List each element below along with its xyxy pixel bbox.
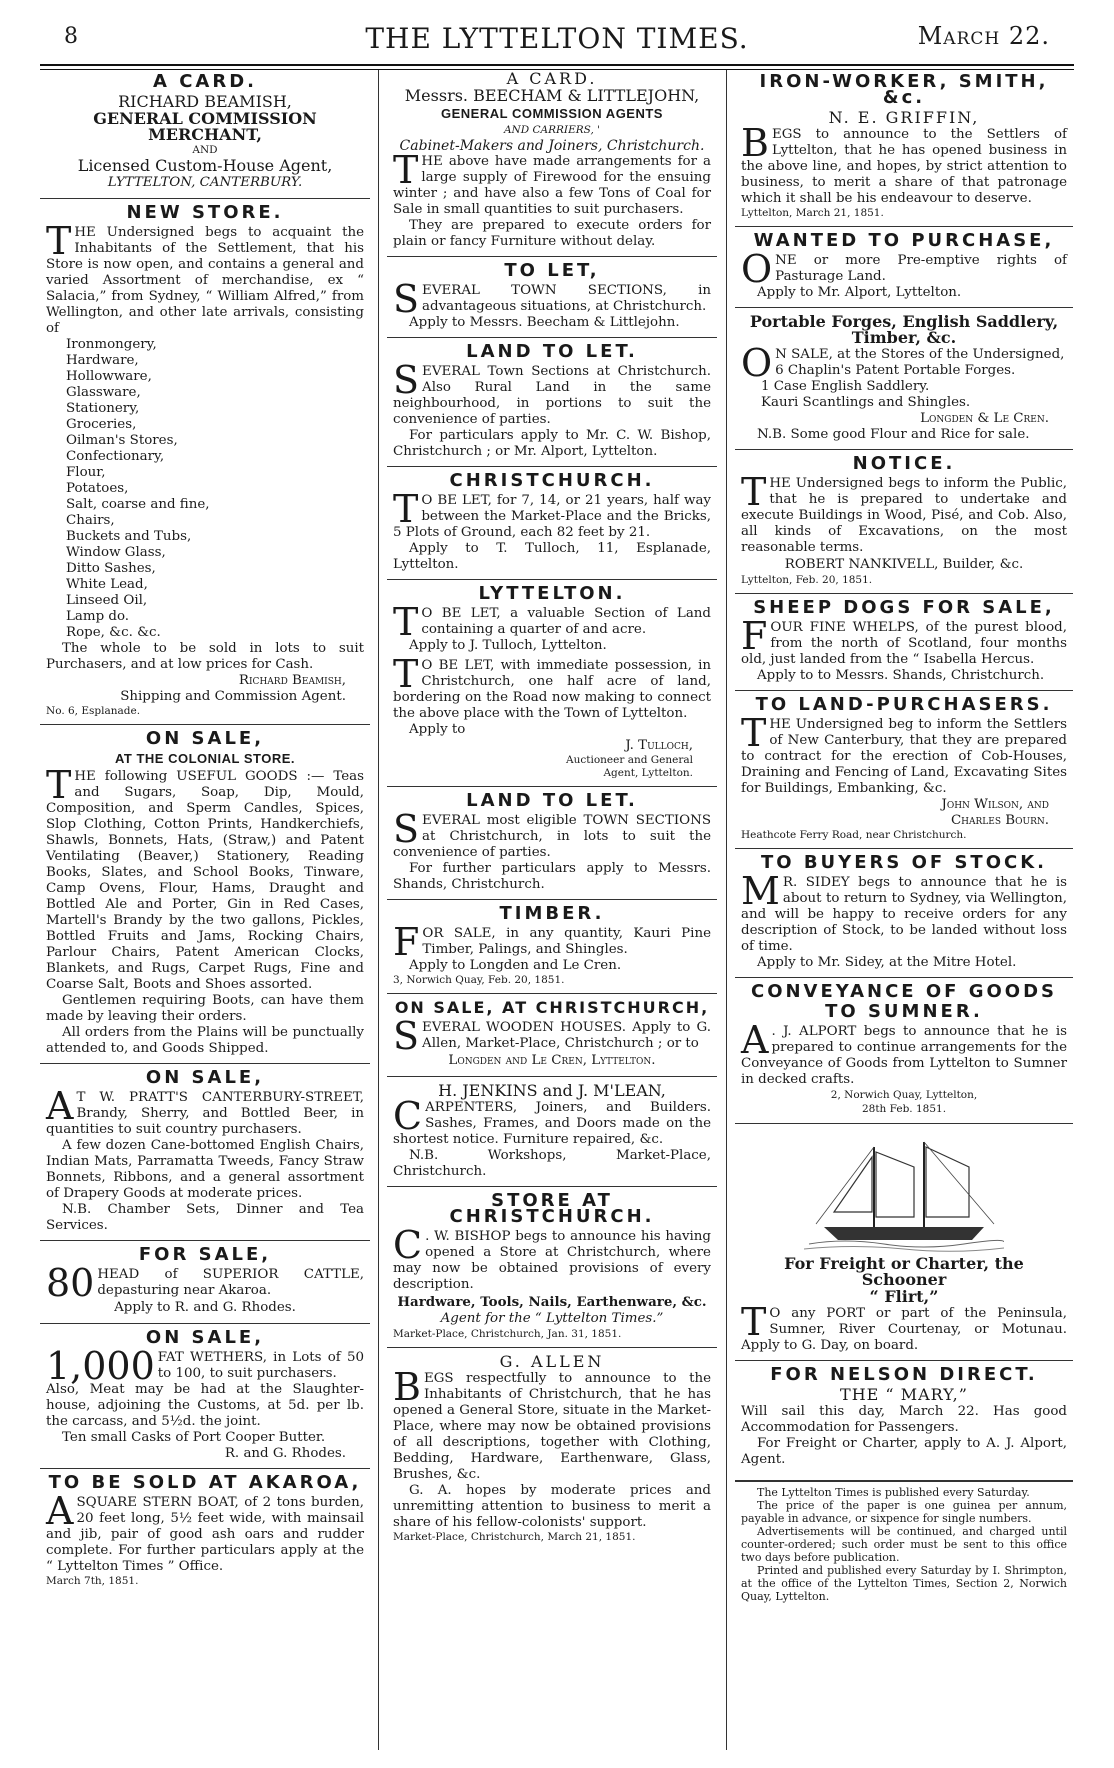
ad-address: 2, Norwich Quay, Lyttelton, <box>830 1089 978 1101</box>
ad-heading: LYTTELTON. <box>478 583 626 604</box>
ship-icon <box>804 1132 1004 1252</box>
ad-paragraph: G. A. hopes by moderate prices and unremitting attention to business to merit a share of his fellow-colonists' support. <box>393 1483 711 1530</box>
list-item: White Lead, <box>66 577 148 592</box>
ad-apply: Apply to R. and G. Rhodes. <box>114 1300 296 1315</box>
ad-licensed: Licensed Custom-House Agent, <box>77 156 333 175</box>
masthead <box>40 22 1074 62</box>
ad-buyers-of-stock <box>735 852 1073 978</box>
list-item: Salt, coarse and fine, <box>66 497 210 512</box>
ad-address: No. 6, Esplanade. <box>46 705 141 717</box>
ad-body: SQUARE STERN BOAT, of 2 tons burden, 20 feet long, 5½ feet wide, with mainsail and jib, pair of good ash oars and rudder complete. For further particulars apply at the “ Lyttelton Times ” Office. <box>46 1495 364 1574</box>
list-item: Hollowware, <box>66 369 152 384</box>
ad-body: HE Undersigned begs to acquaint the Inhabitants of the Settlement, that his Store is now open, and contains a general and varied Assortment of merchandise, ex “ Salacia,” from Sydney, “ William Alfred,” from Wellington, and other late arrivals, consisting of <box>46 225 364 336</box>
ad-sheep-dogs <box>735 597 1073 691</box>
page-number: 8 <box>64 24 78 49</box>
ad-akaroa-boat <box>40 1472 370 1594</box>
ad-apply: Apply to T. Tulloch, 11, Esplanade, Lyttelton. <box>393 541 711 572</box>
ad-body: O BE LET, for 7, 14, or 21 years, half way between the Market-Place and the Bricks, 5 Plots of Ground, each 82 feet by 21. <box>393 493 711 540</box>
note: Printed and published every Saturday by I. Shrimpton, at the office of the Lyttelton Times, Section 2, Norwich Quay, Lyttelton. <box>741 1564 1067 1603</box>
ad-apply: Apply to <box>409 722 466 737</box>
ad-heading: H. JENKINS and J. M'LEAN, <box>438 1081 666 1100</box>
ad-signature: Charles Bourn. <box>950 813 1049 828</box>
drop-cap: B <box>393 1365 421 1409</box>
list-item: 6 Chaplin's Patent Portable Forges. <box>775 363 1016 378</box>
list-item: Rope, &c. &c. <box>66 625 161 640</box>
ad-apply: For Freight or Charter, apply to A. J. Alport, Agent. <box>741 1436 1067 1467</box>
ad-signature-title: Auctioneer and General <box>566 754 693 766</box>
ad-heading: For Freight or Charter, the Schooner <box>784 1254 1024 1289</box>
ad-role: GENERAL COMMISSION MERCHANT, <box>93 109 317 144</box>
drop-cap: C <box>393 1223 423 1267</box>
drop-cap: O <box>741 247 773 291</box>
ad-colonial-store <box>40 728 370 1064</box>
drop-cap: A <box>741 1018 769 1062</box>
item-list <box>46 337 364 641</box>
ad-heading: FOR NELSON DIRECT. <box>770 1364 1038 1385</box>
ad-signature-title: Shipping and Commission Agent. <box>120 689 346 704</box>
ad-signature: R. and G. Rhodes. <box>224 1446 346 1461</box>
ad-signature: Richard Beamish, <box>238 673 346 688</box>
ad-name: RICHARD BEAMISH, <box>118 92 292 111</box>
ad-to-let <box>387 260 717 338</box>
ad-body: R. SIDEY begs to announce that he is about to return to Sydney, via Wellington, and will be happy to receive orders for any description of Stock, to be landed without loss of time. <box>741 875 1067 954</box>
drop-cap: T <box>393 600 419 644</box>
drop-cap: O <box>741 341 773 385</box>
ad-g-allen <box>387 1354 717 1550</box>
drop-cap: B <box>741 121 769 165</box>
drop-cap: T <box>46 763 72 807</box>
list-item: Glassware, <box>66 385 141 400</box>
ad-nelson-direct <box>735 1364 1073 1474</box>
list-item: Flour, <box>66 465 106 480</box>
ad-agent: Agent for the “ Lyttelton Times.” <box>440 1311 664 1326</box>
ad-heading: “ Flirt,” <box>869 1287 939 1306</box>
column-3 <box>735 70 1073 1603</box>
ad-heading: TO SUMNER. <box>825 1001 983 1022</box>
ad-date: March 7th, 1851. <box>46 1575 139 1587</box>
list-item: Kauri Scantlings and Shingles. <box>761 395 971 410</box>
list-item: Linseed Oil, <box>66 593 148 608</box>
ad-body: HE Undersigned beg to inform the Settlers of New Canterbury, that they are prepared to contract for the erection of Cob-Houses, Draining and Fencing of Land, Excavating Sites for Buildings, Embanking, &c. <box>741 717 1067 796</box>
ad-and: AND <box>192 144 218 156</box>
ad-body: FAT WETHERS, in Lots of 50 to 100, to suit purchasers. <box>157 1350 364 1381</box>
drop-cap: F <box>741 614 768 658</box>
note: The Lyttelton Times is published every Saturday. <box>757 1486 1030 1499</box>
ad-body: EVERAL Town Sections at Christchurch. Also Rural Land in the same neighbourhood, in portions to suit the convenience of parties. <box>393 364 711 427</box>
drop-cap: S <box>393 807 420 851</box>
drop-cap: T <box>393 487 419 531</box>
ad-heading: TO LET, <box>504 260 600 281</box>
ad-body: ARPENTERS, Joiners, and Builders. Sashes, Frames, and Doors made on the shortest notice. Furniture repaired, &c. <box>393 1100 711 1147</box>
list-item: Hardware, <box>66 353 139 368</box>
ad-trades: Cabinet-Makers and Joiners, Christchurch. <box>399 138 705 154</box>
ad-wooden-houses <box>387 1000 717 1077</box>
drop-cap: S <box>393 358 420 402</box>
list-item: Window Glass, <box>66 545 166 560</box>
ad-heading: SHEEP DOGS FOR SALE, <box>753 597 1055 618</box>
ad-paragraph: Also, Meat may be had at the Slaughter-house, adjoining the Customs, at 5d. per lb. the carcass, and 5½d. the joint. <box>46 1382 364 1429</box>
ad-heading: TO LAND-PURCHASERS. <box>755 694 1053 715</box>
ad-address: Market-Place, Christchurch, March 21, 1851. <box>393 1531 636 1543</box>
ad-wanted <box>735 230 1073 308</box>
ad-heading: G. ALLEN <box>499 1352 605 1371</box>
drop-cap: M <box>741 869 780 913</box>
ad-forges <box>735 314 1073 450</box>
ad-heading: CHRISTCHURCH. <box>449 470 655 491</box>
ad-body: HE above have made arrangements for a large supply of Firewood for the ensuing winter ; and have also a few Tons of Coal for Sale in small quantities to suit purchasers. <box>393 154 711 217</box>
ad-land-to-let-2 <box>387 790 717 900</box>
ad-wethers <box>40 1327 370 1469</box>
ad-body: HEAD of SUPERIOR CATTLE, depasturing near Akaroa. <box>97 1267 364 1298</box>
ad-body: HE Undersigned begs to inform the Public, that he is prepared to undertake and execute Buildings in Wood, Pisé, and Cob. Also, all kinds of Excavations, on the most reasonable terms. <box>741 476 1067 555</box>
ad-body: EVERAL most eligible TOWN SECTIONS at Christchurch, in lots to suit the convenience of parties. <box>393 813 711 860</box>
ad-heading: FOR SALE, <box>138 1244 272 1265</box>
ad-goods: Hardware, Tools, Nails, Earthenware, &c. <box>397 1294 707 1310</box>
drop-cap: T <box>393 148 419 192</box>
schooner-illustration <box>741 1132 1067 1252</box>
ad-apply: Apply to J. Tulloch, Lyttelton. <box>409 638 607 653</box>
ad-address: Market-Place, Christchurch, Jan. 31, 1851. <box>393 1328 622 1340</box>
ad-body: OR SALE, in any quantity, Kauri Pine Timber, Palings, and Shingles. <box>422 926 711 957</box>
drop-number: 80 <box>46 1261 95 1305</box>
ad-address: Heathcote Ferry Road, near Christchurch. <box>741 829 967 841</box>
ad-address: 3, Norwich Quay, Feb. 20, 1851. <box>393 974 565 986</box>
list-item: 1 Case English Saddlery. <box>761 379 930 394</box>
ad-signature: Longden and Le Cren, Lyttelton. <box>448 1053 656 1068</box>
ad-body: EVERAL TOWN SECTIONS, in advantageous situations, at Christchurch. <box>422 283 711 314</box>
ad-heading: ON SALE, <box>145 1327 265 1348</box>
ad-signature: Longden & Le Cren. <box>920 411 1049 426</box>
column-divider <box>726 70 727 1750</box>
ad-sumner <box>735 981 1073 1124</box>
ad-body: HE following USEFUL GOODS :— Teas and Sugars, Soap, Dip, Mould, Composition, and Sperm Candles, Spices, Slop Clothing, Cotton Prints, Handkerchiefs, Shawls, Bonnets, Hats, (Straw,) and Patent Ventilating (Beaver,) Stationery, Reading Books, Slates, and School Books, Tinware, Camp Ovens, Flour, Hams, Draught and Bottled Ale and Porter, Gin in Red Cases, Martell's Brandy by the two gallons, Pickles, Bottled Fruits and Jams, Rocking Chairs, Parlour Chairs, Patent American Clocks, Blankets, and Rugs, Carpet Rugs, Fine and Coarse Salt, Boots and Shoes assorted. <box>46 769 364 992</box>
ad-beecham-card <box>387 71 717 257</box>
ad-body: T W. PRATT'S CANTERBURY-STREET, Brandy, Sherry, and Bottled Beer, in quantities to suit country purchasers. <box>46 1090 364 1137</box>
drop-cap: T <box>741 711 767 755</box>
ad-apply: Apply to Mr. Sidey, at the Mitre Hotel. <box>757 955 1017 970</box>
ad-heading: A CARD. <box>506 69 598 88</box>
ad-heading: TIMBER. <box>499 903 605 924</box>
column-2 <box>387 70 717 1556</box>
ad-body: EGS respectfully to announce to the Inhabitants of Christchurch, that he has opened a General Store, situate in the Market-Place, where may now be obtained provisions of all descriptions, together with Clothing, Bedding, Hardware, Earthenware, Glass, Brushes, &c. <box>393 1371 711 1482</box>
ad-heading: ON SALE, <box>145 728 265 749</box>
drop-cap: F <box>393 920 420 964</box>
ad-paragraph: N.B. Chamber Sets, Dinner and Tea Services. <box>46 1202 364 1233</box>
ad-paragraph: N.B. Workshops, Market-Place, Christchurch. <box>393 1148 711 1179</box>
ad-heading: LAND TO LET. <box>466 341 638 362</box>
ad-schooner-flirt <box>735 1132 1073 1361</box>
ad-body: EGS to announce to the Settlers of Lyttelton, that he has opened business in the above line, and hopes, by strict attention to business, to merit a share of that patronage which it shall be his endeavour to deserve. <box>741 127 1067 206</box>
ad-jenkins <box>387 1083 717 1187</box>
ad-heading: WANTED TO PURCHASE, <box>753 230 1055 251</box>
ad-apply: Apply to to Messrs. Shands, Christchurch. <box>757 668 1045 683</box>
ad-body: . J. ALPORT begs to announce that he is prepared to continue arrangements for the Conveyance of Goods from Lyttelton to Sumner in decked crafts. <box>741 1024 1067 1087</box>
ad-heading: ON SALE, AT CHRISTCHURCH, <box>394 998 710 1017</box>
ad-heading: Portable Forges, English Saddlery, Timber, &c. <box>749 312 1059 347</box>
ad-carriers: AND CARRIERS, ' <box>503 124 601 136</box>
ad-name: N. E. GRIFFIN, <box>828 108 980 127</box>
ad-apply: Apply to Messrs. Beecham & Littlejohn. <box>409 315 680 330</box>
ad-new-store <box>40 202 370 725</box>
list-item: Groceries, <box>66 417 137 432</box>
ad-signature: J. Tulloch, <box>625 738 693 753</box>
ad-heading: STORE AT CHRISTCHURCH. <box>449 1190 655 1227</box>
ad-paragraph: All orders from the Plains will be punctually attended to, and Goods Shipped. <box>46 1025 364 1056</box>
ad-signature: John Wilson, and <box>941 797 1049 812</box>
drop-cap: T <box>46 219 72 263</box>
drop-cap: A <box>46 1489 74 1533</box>
ad-heading: ON SALE, <box>145 1067 265 1088</box>
ad-body: O any PORT or part of the Peninsula, Sumner, River Courtenay, or Motunau. Apply to G. Day, on board. <box>741 1306 1067 1353</box>
drop-cap: A <box>46 1084 74 1128</box>
ad-place: LYTTELTON, CANTERBURY. <box>107 175 303 190</box>
ad-heading: IRON-WORKER, SMITH, &c. <box>759 71 1049 108</box>
ad-griffin <box>735 71 1073 227</box>
ad-heading: NOTICE. <box>852 453 956 474</box>
ad-ship-name: THE “ MARY,” <box>840 1385 968 1404</box>
ad-store-christchurch <box>387 1190 717 1348</box>
ad-notice <box>735 453 1073 594</box>
column-1 <box>40 70 370 1600</box>
ad-land-purchasers <box>735 694 1073 849</box>
ad-body: . W. BISHOP begs to announce his having opened a Store at Christchurch, where may now be obtained provisions of every description. <box>393 1229 711 1292</box>
ad-body: O BE LET, a valuable Section of Land containing a quarter of and acre. <box>421 606 711 637</box>
drop-cap: T <box>393 652 419 696</box>
ad-paragraph: Ten small Casks of Port Cooper Butter. <box>62 1430 326 1445</box>
ad-paragraph: Gentlemen requiring Boots, can have them made by leaving their orders. <box>46 993 364 1024</box>
ad-heading: A CARD. <box>153 71 257 92</box>
drop-cap: T <box>741 1300 767 1344</box>
ad-land-to-let <box>387 341 717 467</box>
ad-apply: For particulars apply to Mr. C. W. Bishop, Christchurch ; or Mr. Alport, Lyttelton. <box>393 428 711 459</box>
issue-date: March 22. <box>917 22 1050 50</box>
ad-date: Lyttelton, Feb. 20, 1851. <box>741 574 873 586</box>
ad-date: Lyttelton, March 21, 1851. <box>741 207 884 219</box>
ad-name: Messrs. BEECHAM & LITTLEJOHN, <box>404 86 700 105</box>
ad-cattle <box>40 1244 370 1324</box>
ad-heading: CONVEYANCE OF GOODS <box>750 981 1058 1002</box>
list-item: Lamp do. <box>66 609 130 624</box>
publication-notes <box>735 1480 1073 1603</box>
list-item: Oilman's Stores, <box>66 433 178 448</box>
list-item: Potatoes, <box>66 481 129 496</box>
ad-lyttelton <box>387 583 717 787</box>
ad-heading: TO BUYERS OF STOCK. <box>760 852 1047 873</box>
drop-number: 1,000 <box>46 1344 155 1388</box>
newspaper-title: THE LYTTELTON TIMES. <box>365 22 749 55</box>
ad-closing: The whole to be sold in lots to suit Purchasers, and at low prices for Cash. <box>46 641 364 672</box>
ad-christchurch <box>387 470 717 580</box>
list-item: Buckets and Tubs, <box>66 529 192 544</box>
drop-cap: C <box>393 1094 423 1138</box>
drop-cap: S <box>393 1014 420 1058</box>
item-list <box>741 363 1067 411</box>
list-item: Ironmongery, <box>66 337 157 352</box>
ad-paragraph: A few dozen Cane-bottomed English Chairs, Indian Mats, Parramatta Tweeds, Fancy Straw Bonnets, Ribbons, and a general assortment of Drapery Goods at moderate prices. <box>46 1138 364 1201</box>
ad-heading: LAND TO LET. <box>466 790 638 811</box>
note: Advertisements will be continued, and charged until counter-ordered; such order must be sent to this office two days before publication. <box>741 1525 1067 1564</box>
ad-paragraph: They are prepared to execute orders for plain or fancy Furniture without delay. <box>393 218 711 249</box>
list-item: Chairs, <box>66 513 115 528</box>
drop-cap: S <box>393 277 420 321</box>
ad-subheading: AT THE COLONIAL STORE. <box>114 751 295 766</box>
ad-body: O BE LET, with immediate possession, in Christchurch, one half acre of land, bordering on the Road now making to connect the above place with the Town of Lyttelton. <box>393 658 711 721</box>
list-item: Ditto Sashes, <box>66 561 156 576</box>
note: The price of the paper is one guinea per annum, payable in advance, or sixpence for single numbers. <box>741 1499 1067 1525</box>
ad-apply: Apply to Longden and Le Cren. <box>409 958 622 973</box>
ad-signature: ROBERT NANKIVELL, Builder, &c. <box>784 557 1024 572</box>
ad-heading: NEW STORE. <box>126 202 284 223</box>
ad-body: N SALE, at the Stores of the Undersigned, <box>775 347 1065 362</box>
ad-nb: N.B. Some good Flour and Rice for sale. <box>757 427 1030 442</box>
ad-body: NE or more Pre-emptive rights of Pasturage Land. <box>775 253 1067 284</box>
ad-signature-title: Agent, Lyttelton. <box>603 767 693 779</box>
ad-beamish-card <box>40 71 370 199</box>
ad-heading: TO BE SOLD AT AKAROA, <box>48 1472 362 1493</box>
ad-apply: For further particulars apply to Messrs. Shands, Christchurch. <box>393 861 711 892</box>
ad-body: EVERAL WOODEN HOUSES. Apply to G. Allen, Market-Place, Christchurch ; or to <box>422 1020 711 1051</box>
ad-address: 28th Feb. 1851. <box>861 1103 947 1115</box>
ad-role: GENERAL COMMISSION AGENTS <box>441 106 663 121</box>
column-divider <box>378 70 379 1750</box>
ad-timber <box>387 903 717 994</box>
ad-body: OUR FINE WHELPS, of the purest blood, from the north of Scotland, four months old, just landed from the “ Isabella Hercus. <box>741 620 1067 667</box>
list-item: Confectionary, <box>66 449 165 464</box>
drop-cap: T <box>741 470 767 514</box>
ad-pratt <box>40 1067 370 1241</box>
ad-body: Will sail this day, March 22. Has good Accommodation for Passengers. <box>741 1404 1067 1435</box>
list-item: Stationery, <box>66 401 140 416</box>
ad-apply: Apply to Mr. Alport, Lyttelton. <box>757 285 962 300</box>
